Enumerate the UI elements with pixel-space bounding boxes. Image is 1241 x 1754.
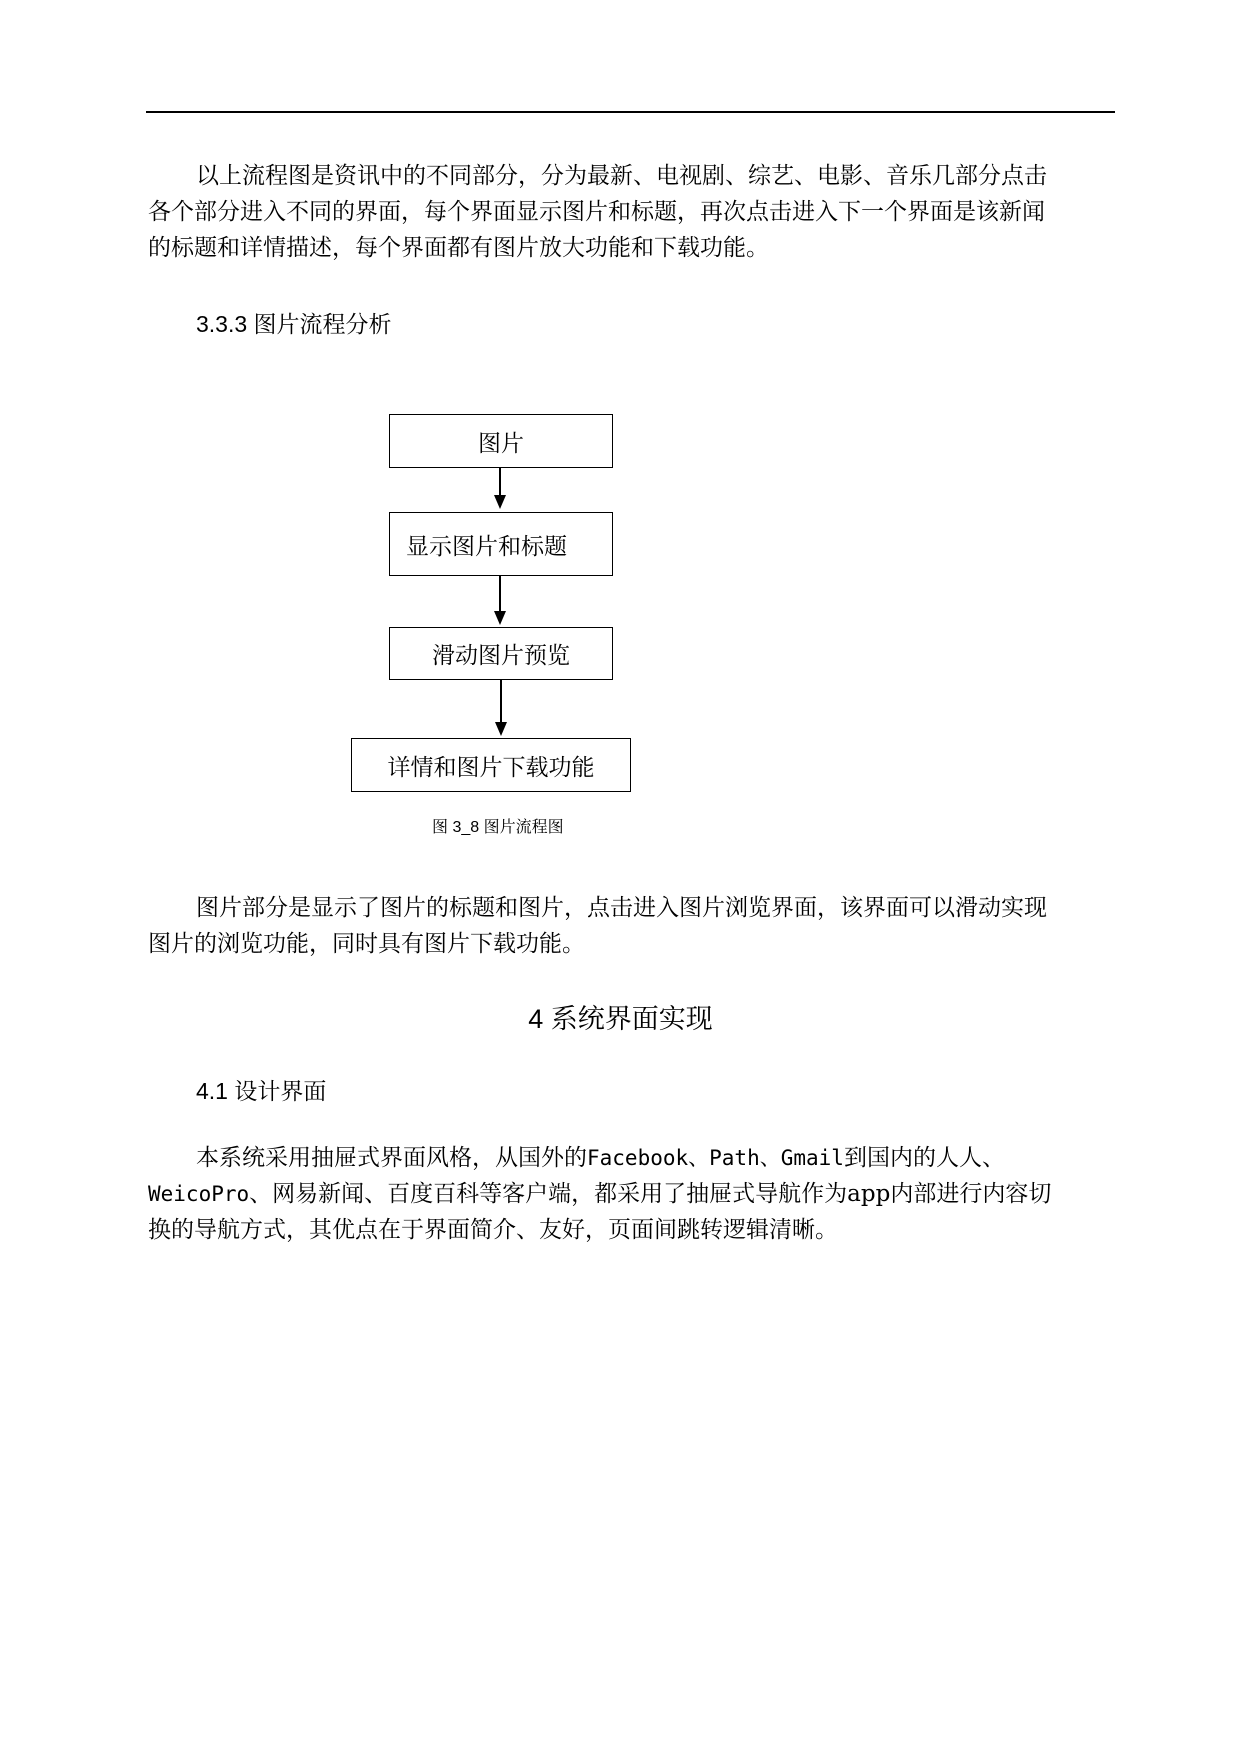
section-heading-3-3-3: 3.3.3 图片流程分析 [196,311,392,337]
design-line-1 [148,1140,1116,1176]
intro-line-1: 以上流程图是资讯中的不同部分，分为最新、电视剧、综艺、电影、音乐几部分点击 [196,163,1047,189]
flow-step-show-picture-title [389,512,613,576]
design-paragraph [148,1140,1116,1248]
flow-arrow-line [499,576,501,612]
picture-line-2: 图片的浏览功能，同时具有图片下载功能。 [148,931,585,957]
picture-paragraph [148,890,1116,962]
picture-line-1: 图片部分是显示了图片的标题和图片，点击进入图片浏览界面，该界面可以滑动实现 [196,895,1047,921]
intro-line-2: 各个部分进入不同的界面，每个界面显示图片和标题，再次点击进入下一个界面是该新闻 [148,199,1045,225]
flow-arrow-line [499,468,501,496]
flow-step-picture [389,414,613,468]
figure-caption: 图 3_8 图片流程图 [432,819,564,836]
flow-arrow-head [494,611,506,625]
design-latin-text: Facebook、Path、Gmail [587,1146,844,1170]
chapter-heading-4: 4 系统界面实现 [528,1004,713,1034]
flow-step-label: 显示图片和标题 [406,533,567,560]
design-text: 到国内的人人、 [843,1145,1005,1171]
header-rule [146,111,1115,113]
design-text: 本系统采用抽屉式界面风格，从国外的 [196,1145,587,1171]
flow-step-label: 图片 [478,430,524,457]
design-text: 内部进行内容切 [890,1181,1052,1207]
design-text: 、网易新闻、百度百科等客户端，都采用了抽屉式导航作为 [249,1181,848,1207]
flow-arrow-head [495,722,507,736]
flow-step-slide-preview [389,627,613,680]
design-line-2 [148,1176,1116,1212]
design-latin-text: app [847,1181,891,1207]
design-latin-text: WeicoPro [148,1182,250,1206]
flow-step-label: 滑动图片预览 [432,643,570,669]
intro-line-3: 的标题和详情描述，每个界面都有图片放大功能和下载功能。 [148,235,769,261]
flow-step-label: 详情和图片下载功能 [387,754,595,781]
design-line-3: 换的导航方式，其优点在于界面简介、友好，页面间跳转逻辑清晰。 [148,1217,838,1243]
flow-step-detail-download [351,738,631,792]
flow-arrow-line [500,680,502,723]
section-heading-4-1: 4.1 设计界面 [196,1078,327,1104]
intro-paragraph [148,158,1116,266]
flow-arrow-head [494,495,506,509]
